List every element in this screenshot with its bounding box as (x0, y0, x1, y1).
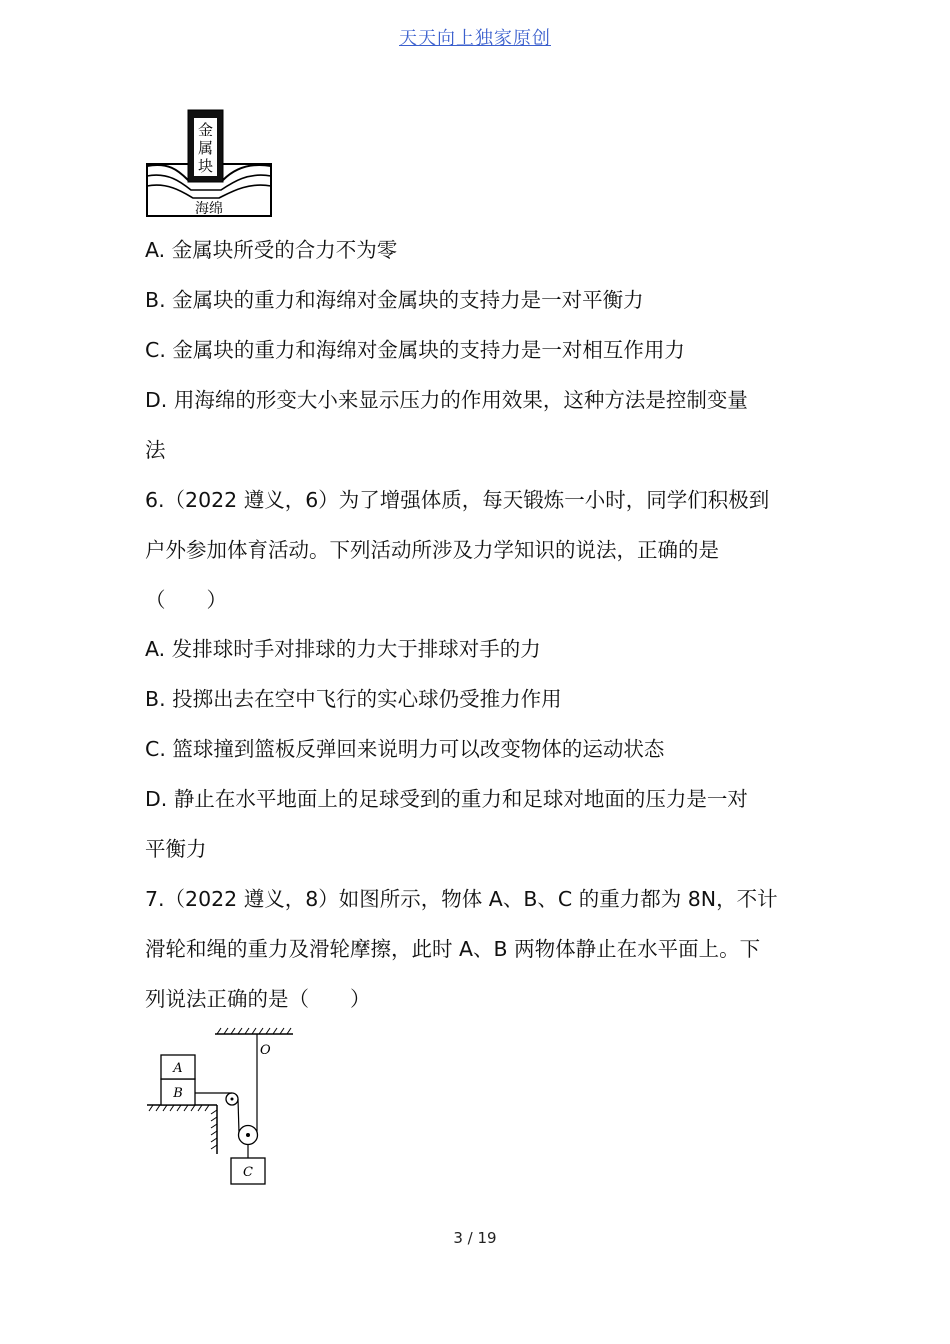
q5-option-a: A. 金属块所受的合力不为零 (145, 238, 398, 262)
metal-block-char-1: 金 (197, 121, 214, 139)
q5-option-d-continued: 法 (145, 438, 166, 462)
q6-stem-line-2: 户外参加体育活动。下列活动所涉及力学知识的说法，正确的是 (145, 538, 719, 562)
page-number: 3 / 19 (453, 1229, 497, 1247)
q7-stem-line-2: 滑轮和绳的重力及滑轮摩擦，此时 A、B 两物体静止在水平面上。下 (145, 937, 761, 961)
q7-stem-line-3: 列说法正确的是（ ） (145, 987, 371, 1011)
q6-option-d-continued: 平衡力 (145, 837, 207, 861)
metal-block-char-3: 块 (197, 157, 214, 175)
pulley-system-figure (145, 1026, 315, 1196)
q6-option-d: D. 静止在水平地面上的足球受到的重力和足球对地面的压力是一对 (145, 787, 748, 811)
metal-block-sponge-figure (143, 104, 275, 224)
q7-stem-line-1: 7.（2022 遵义，8）如图所示，物体 A、B、C 的重力都为 8N，不计 (145, 887, 778, 911)
block-a-label: A (173, 1061, 183, 1076)
metal-block-char-2: 属 (197, 139, 214, 157)
q6-answer-blank: （ ） (145, 588, 227, 612)
q5-option-c: C. 金属块的重力和海绵对金属块的支持力是一对相互作用力 (145, 338, 685, 362)
q6-stem-line-1: 6.（2022 遵义，6）为了增强体质，每天锻炼一小时，同学们积极到 (145, 488, 770, 512)
q5-option-b: B. 金属块的重力和海绵对金属块的支持力是一对平衡力 (145, 288, 644, 312)
q6-option-a: A. 发排球时手对排球的力大于排球对手的力 (145, 637, 541, 661)
point-o-label: O (260, 1043, 271, 1058)
q6-option-c: C. 篮球撞到篮板反弹回来说明力可以改变物体的运动状态 (145, 737, 665, 761)
block-c-label: C (243, 1165, 253, 1180)
sponge-label: 海绵 (195, 201, 223, 217)
q5-option-d: D. 用海绵的形变大小来显示压力的作用效果，这种方法是控制变量 (145, 388, 748, 412)
page-header-title: 天天向上独家原创 (399, 28, 551, 49)
block-b-label: B (173, 1086, 183, 1101)
q6-option-b: B. 投掷出去在空中飞行的实心球仍受推力作用 (145, 687, 562, 711)
